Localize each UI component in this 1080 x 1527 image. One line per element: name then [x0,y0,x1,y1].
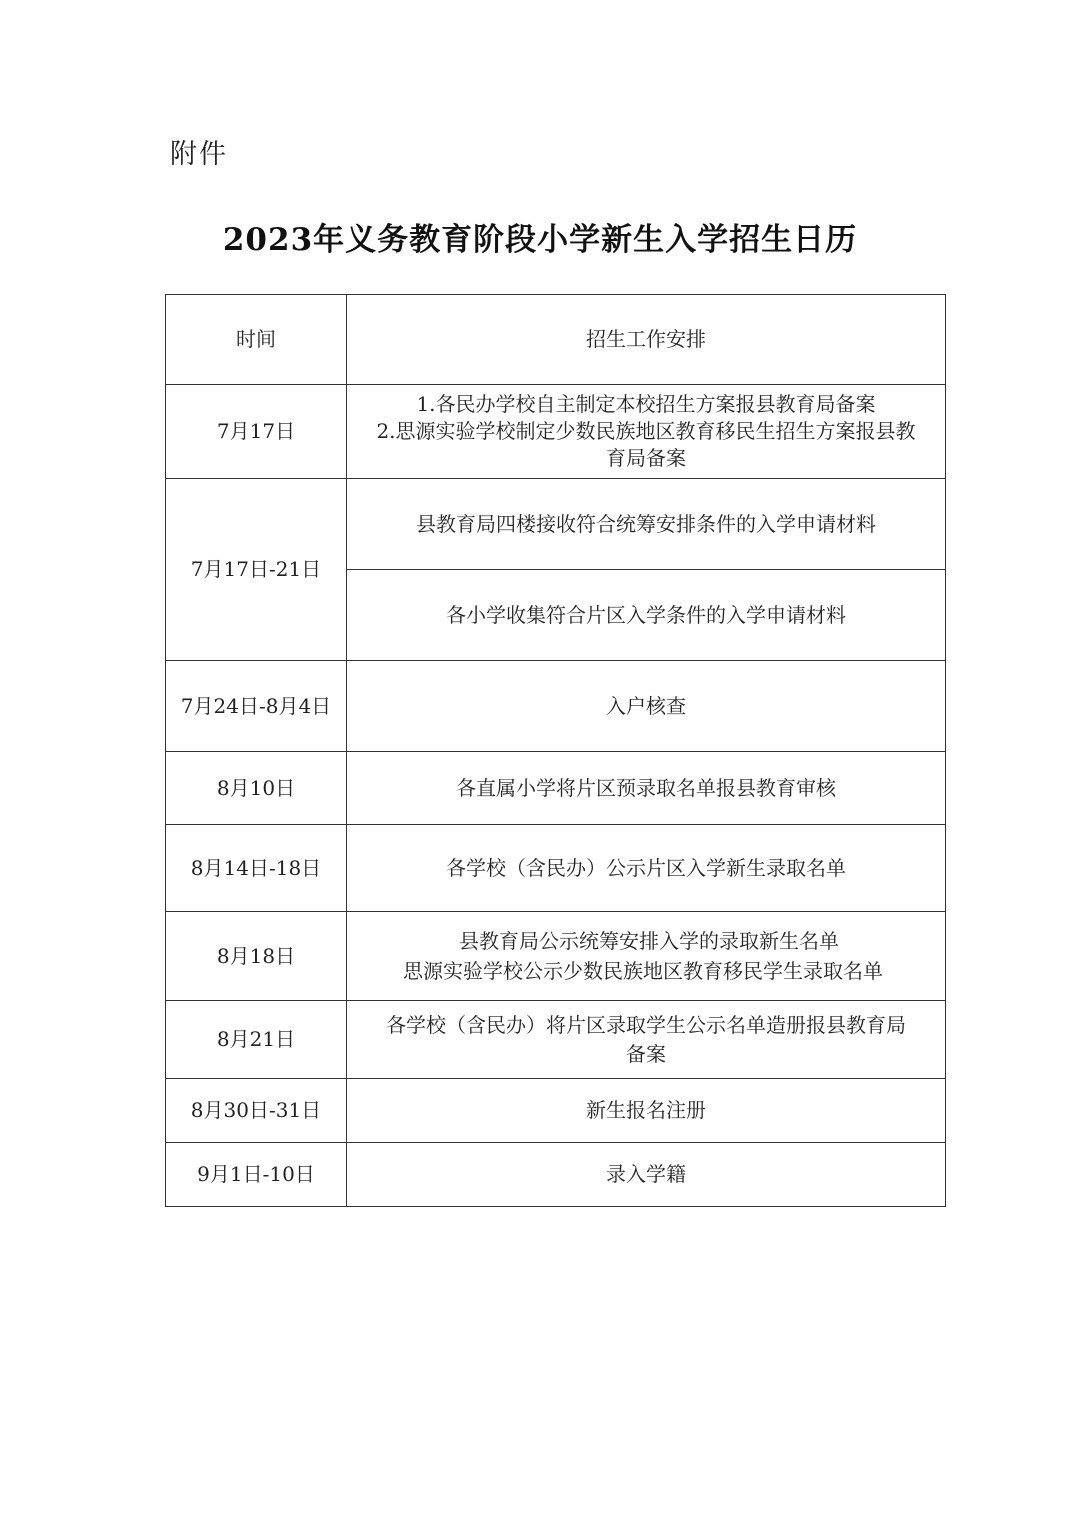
row-arrangement [347,1001,946,1079]
row-time: 8月18日 [166,912,347,1001]
arrangement-line: 2.思源实验学校制定少数民族地区教育移民生招生方案报县教 [376,419,916,443]
row-arrangement [347,1143,946,1207]
row-time: 8月14日-18日 [166,825,347,912]
table-row [166,1079,946,1143]
row-time: 8月10日 [166,752,347,825]
row-time: 7月24日-8月4日 [166,661,347,752]
arrangement-line: 1.各民办学校自主制定本校招生方案报县教育局备案 [416,392,876,416]
arrangement-line: 各小学收集符合片区入学条件的入学申请材料 [446,602,846,627]
arrangement-line: 县教育局四楼接收符合统筹安排条件的入学申请材料 [416,511,876,536]
table-row [166,1143,946,1207]
row-time: 9月1日-10日 [166,1143,347,1207]
table-row [166,1001,946,1079]
table-row [166,825,946,912]
arrangement-line: 思源实验学校公示少数民族地区教育移民学生录取名单 [403,959,883,983]
row-time: 7月17日 [166,385,347,479]
row-arrangement [347,570,946,661]
arrangement-line: 备案 [626,1041,666,1066]
row-arrangement [347,1079,946,1143]
row-arrangement [347,752,946,825]
arrangement-line: 各学校（含民办）将片区录取学生公示名单造册报县教育局 [386,1012,906,1037]
table-row [166,385,946,479]
row-arrangement [347,479,946,570]
arrangement-line: 县教育局公示统筹安排入学的录取新生名单 [459,929,839,953]
arrangement-line: 各直属小学将片区预录取名单报县教育审核 [456,775,836,800]
table-row [166,752,946,825]
row-time: 7月17日-21日 [166,479,347,661]
enrollment-calendar-table [165,294,946,1207]
table-row [166,661,946,752]
table-row [166,479,946,570]
header-time: 时间 [166,295,347,385]
row-arrangement [347,825,946,912]
row-time: 8月21日 [166,1001,347,1079]
arrangement-line: 录入学籍 [606,1162,686,1186]
page-title: 2023年义务教育阶段小学新生入学招生日历 [222,222,858,258]
arrangement-line: 新生报名注册 [586,1098,706,1122]
table-header-row [166,295,946,385]
arrangement-line: 育局备案 [606,446,686,470]
attachment-label: 附件 [170,139,228,170]
row-arrangement [347,385,946,479]
header-arrangement: 招生工作安排 [347,295,946,385]
table-row [166,912,946,1001]
arrangement-line: 各学校（含民办）公示片区入学新生录取名单 [446,855,846,880]
row-arrangement [347,661,946,752]
row-arrangement [347,912,946,1001]
arrangement-line: 入户核查 [606,693,686,718]
row-time: 8月30日-31日 [166,1079,347,1143]
